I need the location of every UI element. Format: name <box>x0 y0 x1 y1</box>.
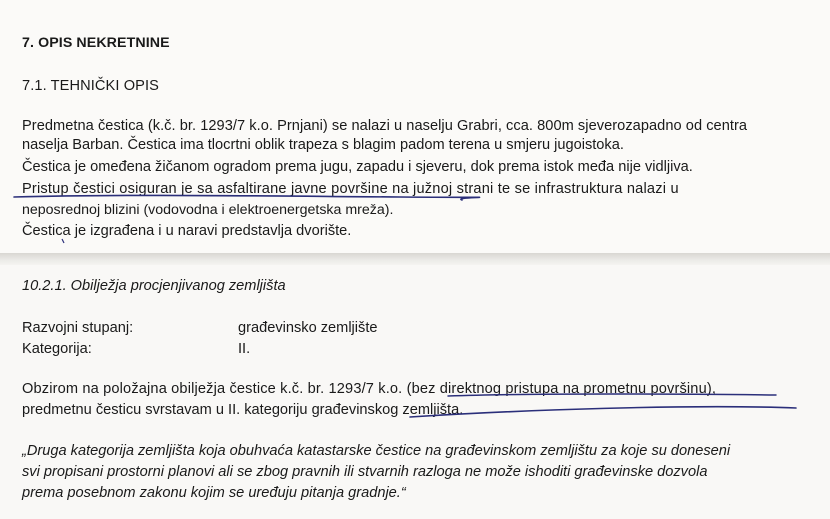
paragraph-line: Pristup čestici osiguran je sa asfaltirane javne površine na južnoj strani te se infrastruktura nalazi u <box>22 181 679 197</box>
feature-label: Razvojni stupanj: <box>22 320 134 336</box>
feature-value: građevinsko zemljište <box>238 320 378 336</box>
feature-value: II. <box>238 341 251 357</box>
pen-underline-category <box>410 407 796 417</box>
paragraph-line: neposrednoj blizini (vodovodna i elektroenergetska mreža). <box>22 202 394 218</box>
paragraph-line: naselja Barban. Čestica ima tlocrtni oblik trapeza s blagim padom terena u smjeru jugoistoka. <box>22 137 624 153</box>
quote-line: svi propisani prostorni planovi ali se zbog pravnih ili stvarnih razloga ne može ishoditi građevinske dozvola <box>22 464 708 480</box>
section-heading: 7. OPIS NEKRETNINE <box>22 35 170 51</box>
classification-line: predmetnu česticu svrstavam u II. kategoriju građevinskog zemljišta. <box>22 402 464 418</box>
pen-mark <box>62 239 64 243</box>
feature-label: Kategorija: <box>22 341 92 357</box>
pen-underline-access <box>14 195 480 200</box>
paragraph-line: Čestica je omeđena žičanom ogradom prema jugu, zapadu i sjeveru, dok prema istok međa nije vidljiva. <box>22 159 693 175</box>
quote-line: prema posebnom zakonu kojim se uređuju pitanja gradnje.“ <box>22 485 406 501</box>
features-heading: 10.2.1. Obilježja procjenjivanog zemljišta <box>22 278 286 294</box>
pen-underline-classification <box>448 394 776 396</box>
paragraph-line: Čestica je izgrađena i u naravi predstavlja dvorište. <box>22 223 352 239</box>
section-subheading: 7.1. TEHNIČKI OPIS <box>22 78 159 94</box>
classification-line: Obzirom na položajna obilježja čestice k.č. br. 1293/7 k.o. (bez direktnog pristupa na prometnu površinu), <box>22 381 717 397</box>
quote-line: „Druga kategorija zemljišta koja obuhvaća katastarske čestice na građevinskom zemljištu za koje su doneseni <box>22 443 731 459</box>
paragraph-line: Predmetna čestica (k.č. br. 1293/7 k.o. Prnjani) se nalazi u naselju Grabri, cca. 800m sjeverozapadno od centra <box>22 118 748 134</box>
